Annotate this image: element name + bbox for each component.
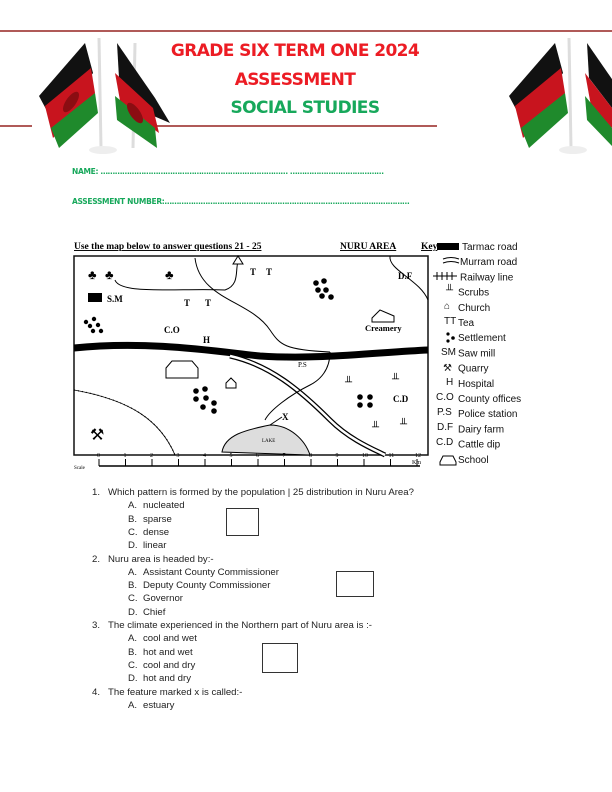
key-label: Railway line [460, 272, 514, 284]
church-icon [226, 378, 236, 388]
top-rule [0, 30, 612, 32]
cattle-dip-symbol: C.D [436, 437, 454, 448]
dairy-farm-label: D.F [398, 271, 413, 281]
option-letter[interactable]: C. [128, 593, 138, 605]
tarmac-road [74, 345, 428, 357]
svg-text:T: T [205, 298, 212, 308]
option-letter[interactable]: D. [128, 540, 138, 552]
question-number: 3. [92, 620, 101, 631]
feature-x-label: X [282, 412, 289, 422]
dairy-farm-symbol: D.F [437, 422, 454, 433]
scale-tick-label: 9 [335, 453, 339, 459]
option-letter[interactable]: A. [128, 699, 138, 711]
option-letter[interactable]: A. [128, 566, 138, 578]
option-letter[interactable]: A. [128, 633, 138, 645]
county-offices-label: C.O [164, 325, 180, 335]
murram-road-symbol [443, 258, 459, 264]
scale-tick-label: 0 [97, 453, 100, 459]
svg-text:♣: ♣ [165, 267, 174, 282]
svg-text:♣: ♣ [105, 267, 114, 282]
option-text[interactable]: cool and dry [143, 659, 196, 671]
svg-text:T: T [266, 267, 273, 277]
creamery-label: Creamery [365, 323, 402, 333]
school-symbol [440, 456, 456, 465]
question-number: 1. [92, 487, 101, 498]
map-title: NURU AREA [340, 242, 397, 252]
option-text[interactable]: cool and wet [143, 633, 197, 645]
option-text[interactable]: sparse [143, 513, 172, 525]
railway-symbol [433, 272, 457, 280]
key-label: Church [458, 302, 491, 314]
option-text[interactable]: estuary [143, 699, 175, 711]
scale-tick-label: 3 [176, 453, 180, 459]
church-symbol: ⌂ [444, 301, 451, 312]
key-label: Murram road [460, 257, 518, 269]
scale-label: Scale [74, 466, 85, 471]
scale-tick-label: 2 [150, 453, 153, 459]
scrubs-symbol: ╨ [446, 285, 454, 296]
quarry-icon: ⚒ [90, 427, 105, 444]
option-letter[interactable]: C. [128, 526, 138, 538]
scale-tick-label: 7 [282, 453, 286, 459]
flag-icon [509, 38, 571, 148]
settlement-symbol [446, 332, 454, 342]
key-label: Hospital [458, 378, 495, 390]
scale-tick-label: 8 [309, 453, 312, 459]
lake-label: LAKE [262, 439, 276, 444]
map-instruction: Use the map below to answer questions 21 - 25 [74, 242, 262, 252]
scale-tick-label: 11 [388, 453, 395, 459]
option-letter[interactable]: A. [128, 500, 138, 512]
option-letter[interactable]: D. [128, 606, 138, 618]
subject-title: SOCIAL STUDIES [230, 98, 380, 118]
question-text: The climate experienced in the Northern part of Nuru area is :- [108, 620, 372, 631]
hospital-label: H [203, 335, 211, 345]
exam-subtitle: ASSESSMENT [234, 70, 356, 90]
svg-text:♣: ♣ [88, 267, 97, 282]
police-station-label: P.S [298, 361, 307, 369]
option-letter[interactable]: B. [128, 513, 138, 525]
option-text[interactable]: nucleated [143, 500, 185, 512]
railway-line [74, 390, 175, 455]
question-text: Which pattern is formed by the population | 25 distribution in Nuru Area? [108, 487, 414, 498]
key-label: County offices [458, 394, 522, 405]
answer-box-3[interactable] [262, 643, 298, 673]
option-text[interactable]: hot and wet [143, 646, 193, 658]
scale-tick-label: 10 [362, 453, 368, 459]
option-text[interactable]: Deputy County Commissioner [143, 580, 271, 592]
assessment-number-field[interactable]: ASSESSMENT NUMBER:………………………………………………………………………………………… [72, 197, 410, 206]
option-letter[interactable]: B. [128, 580, 138, 592]
option-text[interactable]: hot and dry [143, 673, 192, 685]
flag-icon [39, 38, 101, 148]
saw-mill-symbol [88, 293, 102, 302]
school-icon [166, 361, 198, 378]
question-text: Nuru area is headed by:- [108, 553, 214, 565]
svg-text:╨: ╨ [400, 419, 408, 430]
saw-mill-symbol: SM [441, 347, 456, 358]
scale-tick-label: 12 [415, 453, 421, 459]
quarry-symbol: ⚒ [443, 363, 452, 374]
cattle-dip-label: C.D [393, 394, 409, 404]
map-key [428, 238, 612, 468]
option-text[interactable]: linear [143, 540, 167, 552]
scale-tick-label: 4 [203, 453, 206, 459]
name-field[interactable]: NAME: …………………………………………………………………… ………………………………… [72, 167, 384, 176]
header-rule [151, 125, 437, 127]
option-text[interactable]: Assistant County Commissioner [143, 566, 279, 578]
option-text[interactable]: dense [143, 526, 170, 538]
key-label: Settlement [458, 333, 506, 345]
svg-text:╨: ╨ [372, 422, 380, 433]
question-number: 4. [92, 686, 101, 698]
scale-tick-label: 1 [123, 453, 127, 459]
tree-icon [88, 267, 174, 282]
hospital-symbol: H [446, 377, 454, 388]
scale-tick-label: 5 [229, 453, 233, 459]
saw-mill-label: S.M [107, 294, 123, 304]
exam-title: GRADE SIX TERM ONE 2024 [170, 41, 420, 61]
police-station-symbol: P.S [437, 407, 452, 418]
option-text[interactable]: Governor [143, 593, 183, 605]
tarmac-road-symbol [437, 243, 459, 250]
county-offices-symbol: C.O [436, 392, 454, 403]
key-label: Cattle dip [458, 439, 501, 451]
question-text: The feature marked x is called:- [108, 686, 243, 698]
tea-symbol: TT [444, 316, 457, 327]
flag-icon [585, 43, 612, 146]
header-rule-left [0, 125, 32, 127]
key-label: Tea [458, 318, 475, 329]
scale-unit: Km [412, 460, 421, 466]
option-letter[interactable]: B. [128, 646, 138, 658]
svg-text:T: T [250, 267, 257, 277]
creamery-icon [372, 310, 394, 322]
svg-text:T: T [184, 298, 191, 308]
key-label: Scrubs [458, 287, 490, 299]
key-label: Police station [458, 409, 518, 421]
svg-text:╨: ╨ [345, 377, 353, 388]
kenya-flags-right [505, 38, 612, 158]
svg-text:╨: ╨ [392, 374, 400, 385]
scale-tick-label: 6 [256, 453, 259, 459]
key-label: Quarry [458, 363, 489, 375]
key-label: School [458, 454, 489, 466]
answer-box-1[interactable] [226, 508, 259, 536]
key-label: Tarmac road [462, 242, 518, 253]
question-number: 2. [92, 553, 101, 565]
key-label: Saw mill [458, 348, 496, 360]
option-text[interactable]: Chief [143, 606, 166, 618]
option-letter[interactable]: D. [128, 673, 138, 685]
option-letter[interactable]: C. [128, 659, 138, 671]
key-title: Key [421, 242, 438, 252]
tea-symbol [184, 267, 272, 308]
answer-box-2[interactable] [336, 571, 374, 597]
key-label: Dairy farm [458, 424, 505, 436]
